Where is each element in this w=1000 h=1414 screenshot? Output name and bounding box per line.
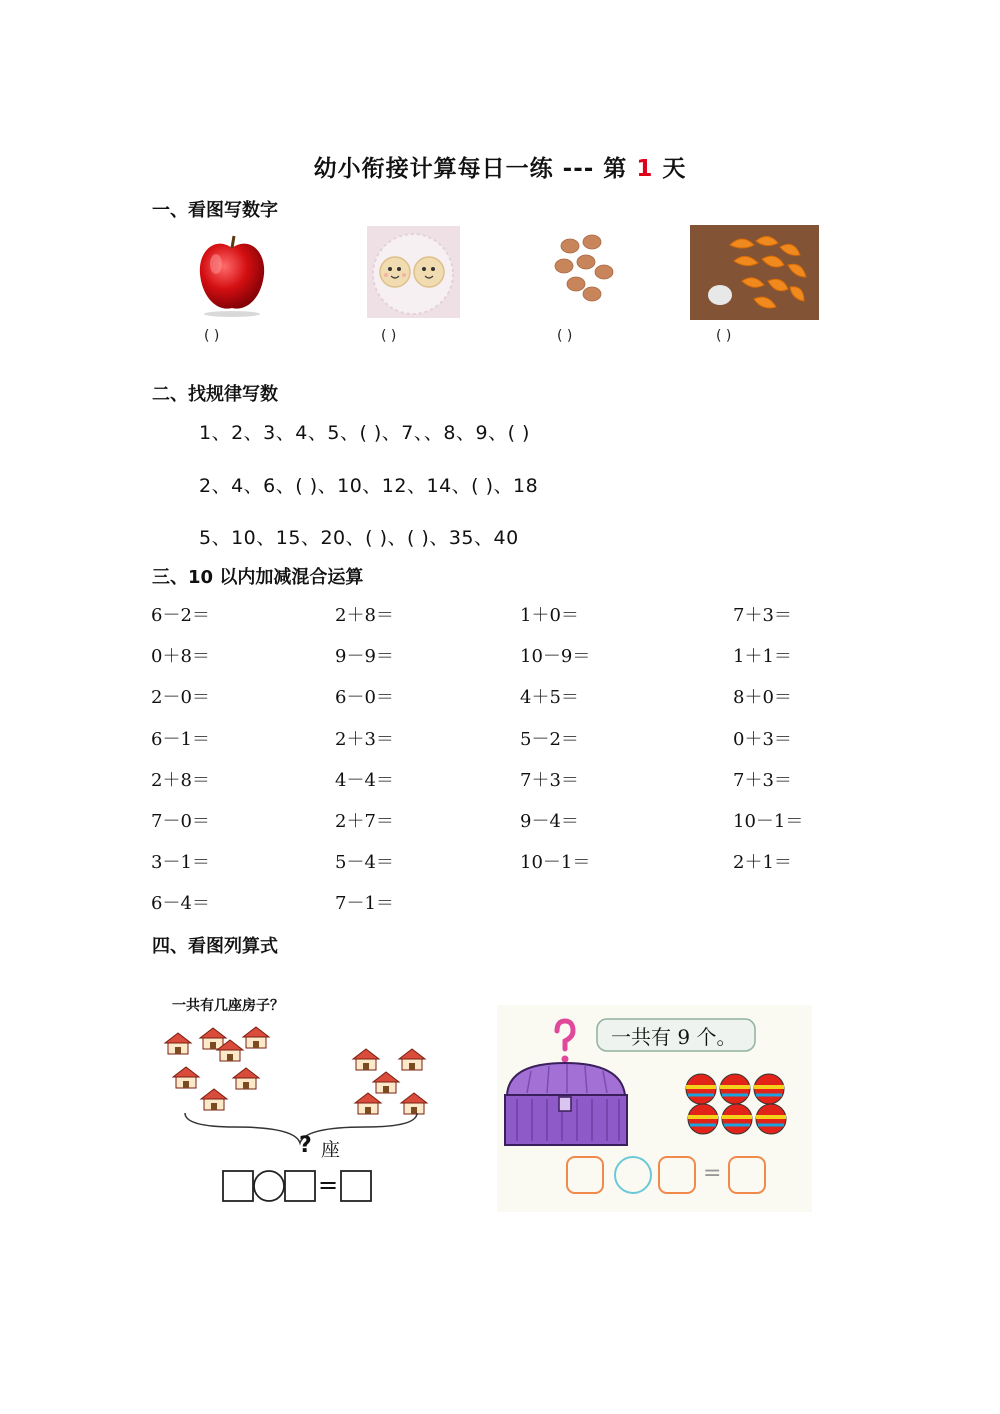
equation-item[interactable]: 7＋3＝ xyxy=(733,770,792,791)
eggs-icon xyxy=(548,228,620,312)
treasure-chest-icon xyxy=(505,1063,627,1145)
equation-item[interactable]: 7－0＝ xyxy=(151,811,210,832)
eggs-picture xyxy=(548,228,620,312)
equation-item[interactable]: 2＋8＝ xyxy=(335,605,394,626)
houses-illustration xyxy=(155,985,445,1210)
section1-heading: 一、看图写数字 xyxy=(152,200,278,221)
equation-item[interactable]: 6－2＝ xyxy=(151,605,210,626)
sequence-line-1[interactable]: 1、2、3、4、5、( )、7、、8、9、( ) xyxy=(199,422,530,444)
answer-paren-2[interactable]: ( ) xyxy=(381,328,397,344)
apple-picture xyxy=(186,226,278,318)
equation-item[interactable]: 4－4＝ xyxy=(335,770,394,791)
title-day-unit: 天 xyxy=(662,156,687,182)
equation-item[interactable]: 1＋1＝ xyxy=(733,646,792,667)
equation-item[interactable]: 5－2＝ xyxy=(520,729,579,750)
equation-item[interactable]: 7＋3＝ xyxy=(733,605,792,626)
equation-item[interactable]: 8＋0＝ xyxy=(733,687,792,708)
equation-item[interactable]: 2＋1＝ xyxy=(733,852,792,873)
houses-unknown-mark: ? xyxy=(299,1133,312,1158)
equation-item[interactable]: 10－1＝ xyxy=(733,811,804,832)
left-house-group xyxy=(165,1027,269,1110)
houses-unit: 座 xyxy=(321,1139,341,1161)
equation-item[interactable]: 10－9＝ xyxy=(520,646,591,667)
answer-paren-1[interactable]: ( ) xyxy=(204,328,220,344)
section2-heading: 二、找规律写数 xyxy=(152,384,278,405)
section3-heading: 三、10 以内加减混合运算 xyxy=(152,567,364,588)
question-mark-icon xyxy=(557,1021,573,1049)
equation-item[interactable]: 7＋3＝ xyxy=(520,770,579,791)
houses-problem xyxy=(155,985,445,1210)
equation-item[interactable]: 0＋8＝ xyxy=(151,646,210,667)
section4-heading: 四、看图列算式 xyxy=(152,936,278,957)
title-main: 幼小衔接计算每日一练 --- 第 xyxy=(313,156,628,182)
apple-icon xyxy=(186,226,278,318)
balls-icon xyxy=(686,1074,786,1134)
equation-item[interactable]: 2－0＝ xyxy=(151,687,210,708)
cookies-picture xyxy=(367,226,460,318)
chest-equals: = xyxy=(703,1161,722,1186)
equation-item[interactable]: 0＋3＝ xyxy=(733,729,792,750)
equation-item[interactable]: 6－1＝ xyxy=(151,729,210,750)
sequence-line-2[interactable]: 2、4、6、( )、10、12、14、( )、18 xyxy=(199,475,539,497)
equation-item[interactable]: 2＋7＝ xyxy=(335,811,394,832)
houses-equals: = xyxy=(318,1171,339,1199)
answer-paren-4[interactable]: ( ) xyxy=(716,328,732,344)
equation-item[interactable]: 3－1＝ xyxy=(151,852,210,873)
orange-segments-picture xyxy=(690,225,819,320)
equation-item[interactable]: 2＋8＝ xyxy=(151,770,210,791)
equation-item[interactable]: 4＋5＝ xyxy=(520,687,579,708)
equation-item[interactable]: 6－4＝ xyxy=(151,893,210,914)
equation-item[interactable]: 7－1＝ xyxy=(335,893,394,914)
equation-item[interactable]: 9－4＝ xyxy=(520,811,579,832)
worksheet-title xyxy=(0,150,1000,183)
title-day-number: 1 xyxy=(636,156,654,182)
answer-paren-3[interactable]: ( ) xyxy=(557,328,573,344)
equation-item[interactable]: 9－9＝ xyxy=(335,646,394,667)
cookies-icon xyxy=(367,226,460,318)
equation-item[interactable]: 5－4＝ xyxy=(335,852,394,873)
sequence-line-3[interactable]: 5、10、15、20、( )、( )、35、40 xyxy=(199,527,519,549)
equation-item[interactable]: 10－1＝ xyxy=(520,852,591,873)
chest-speech: 一共有 9 个。 xyxy=(611,1025,737,1049)
equation-item[interactable]: 6－0＝ xyxy=(335,687,394,708)
equation-item[interactable]: 2＋3＝ xyxy=(335,729,394,750)
chest-problem xyxy=(497,1005,812,1212)
equation-item[interactable]: 1＋0＝ xyxy=(520,605,579,626)
right-house-group xyxy=(353,1049,427,1114)
orange-segments-icon xyxy=(690,225,819,320)
houses-question: 一共有几座房子？ xyxy=(172,998,284,1014)
